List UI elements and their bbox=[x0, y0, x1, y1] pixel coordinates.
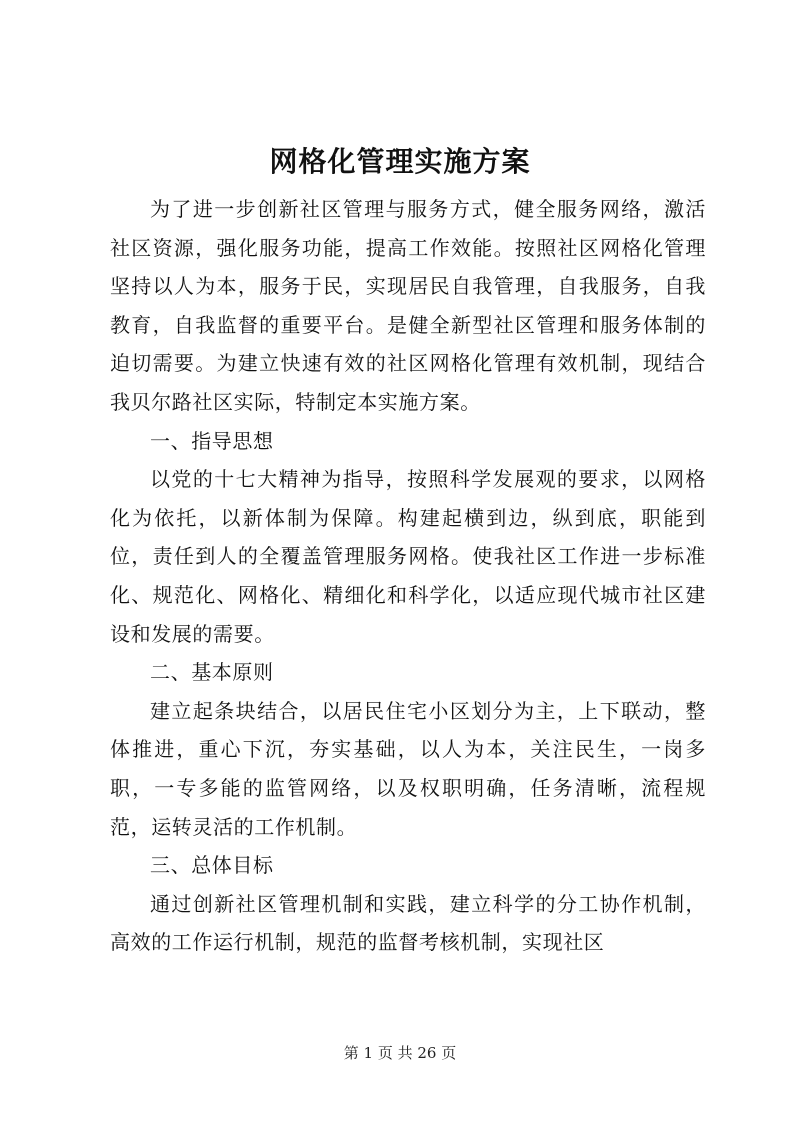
section-heading-basic-principles: 二、基本原则 bbox=[150, 660, 274, 685]
basic-principles-paragraph: 建立起条块结合，以居民住宅小区划分为主，上下联动，整体推进，重心下沉，夯实基础，以人为本，关注民生，一岗多职，一专多能的监管网络，以及权职明确，任务清晰，流程规范，运转灵活的工作机制。 bbox=[110, 698, 706, 839]
page-footer: 第 1 页 共 26 页 bbox=[343, 1044, 457, 1062]
section-heading-overall-goals: 三、总体目标 bbox=[150, 853, 274, 878]
section-heading-guiding-ideology: 一、指导思想 bbox=[150, 428, 274, 453]
overall-goals-paragraph: 通过创新社区管理机制和实践，建立科学的分工协作机制，高效的工作运行机制，规范的监督考核机制，实现社区 bbox=[110, 891, 706, 955]
document-title: 网格化管理实施方案 bbox=[269, 145, 531, 178]
intro-paragraph: 为了进一步创新社区管理与服务方式，健全服务网络，激活社区资源，强化服务功能，提高工作效能。按照社区网格化管理坚持以人为本，服务于民，实现居民自我管理，自我服务，自我教育，自我监督的重要平台。是健全新型社区管理和服务体制的迫切需要。为建立快速有效的社区网格化管理有效机制，现结合我贝尔路社区实际，特制定本实施方案。 bbox=[110, 197, 706, 414]
guiding-ideology-paragraph: 以党的十七大精神为指导，按照科学发展观的要求，以网格化为依托，以新体制为保障。构建起横到边，纵到底，职能到位，责任到人的全覆盖管理服务网格。使我社区工作进一步标准化、规范化、网格化、精细化和科学化，以适应现代城市社区建设和发展的需要。 bbox=[110, 467, 706, 646]
document-body bbox=[110, 190, 706, 962]
